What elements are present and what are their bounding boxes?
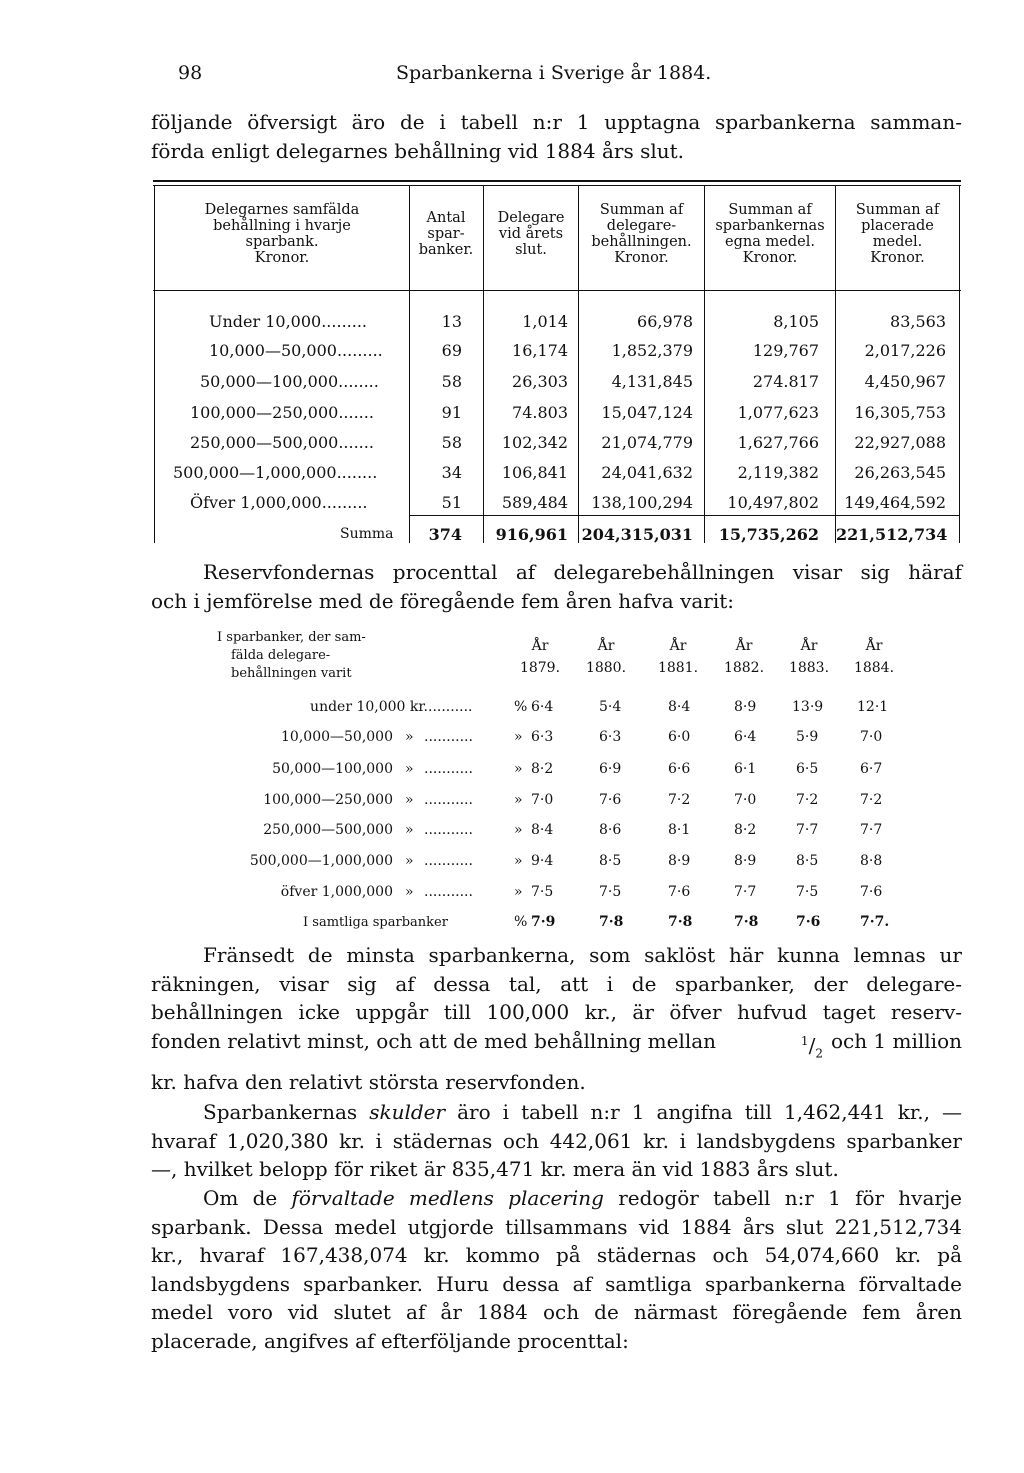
summary-rule [409,515,960,516]
para2-line-2: och i jemförelse med de föregående fem åren hafva varit: [151,588,735,613]
year-header: År 1879. [519,638,561,676]
col-rule [959,186,960,543]
header-delegare: Delegare vid årets slut. [497,210,565,258]
year-header: År 1884. [853,638,895,676]
table-top-rule-thin [153,185,961,186]
year-header: År 1881. [657,638,699,676]
intro-paragraph [151,108,962,165]
header-antal-banker: Antal spar- banker. [418,210,474,258]
page-number: 98 [178,62,203,84]
year-header: År 1882. [723,638,765,676]
skulder-paragraph: Sparbankernas skulder äro i tabell n:r 1 angifna till 1,462,441 kr., — hvaraf 1,020,380 kr. i städernas och 442,061 kr. i landsbygdens sparbanker —, hvilket belopp för riket är 835,471 kr. mera än vid 1883 års slut. [151,1100,963,1181]
table-header-rule [153,290,961,291]
year-header: År 1883. [788,638,830,676]
para2-line-1: Reservfondernas procenttal af delegarebehållningen visar sig häraf [203,560,962,584]
table-top-rule [153,180,961,182]
table2-stub-header: I sparbanker, der sam- fälda delegare- behållningen varit [217,630,366,681]
year-header: År 1880. [585,638,627,676]
intro-line-2: förda enligt delegarnes behållning vid 1884 års slut. [151,138,684,163]
intro-line-1: följande öfversigt äro de i tabell n:r 1 upptagna sparbankerna samman- [151,110,962,134]
fransedt-paragraph: Fränsedt de minsta sparbankerna, som saklöst här kunna lemnas ur räkningen, visar sig af dessa tal, att i de sparbanker, der delegare- behållningen icke uppgår till 100,000 kr., är öfver hufvud taget reserv- fonden relativt minst, och att de med behållning mellan $^1/_2$ och 1 million kr. hafva den relativt största reservfonden. [151,943,962,1094]
running-title: Sparbankerna i Sverige år 1884. [396,62,712,84]
header-egna-medel: Summan af sparbankernas egna medel. Kronor. [715,202,825,266]
placering-paragraph: Om de förvaltade medlens placering redogör tabell n:r 1 för hvarje sparbank. Dessa medel utgjorde tillsammans vid 1884 års slut 221,512,734 kr., hvaraf 167,438,074 kr. kommo på städernas och 54,074,660 kr. på landsbygdens sparbanker. Huru dessa af samtliga sparbankerna förvaltade medel voro vid slutet af år 1884 och de närmast föregående fem åren placerade, angifves af efterföljande procenttal: [151,1186,963,1353]
header-placerade-medel: Summan af placerade medel. Kronor. [855,202,940,266]
col-rule [154,186,155,543]
header-behallning-class: Delegarnes samfälda behållning i hvarje sparbank. Kronor. [204,202,360,266]
reservfond-paragraph [151,558,962,615]
header-summa-behallning: Summan af delegare- behållningen. Kronor. [591,202,692,266]
